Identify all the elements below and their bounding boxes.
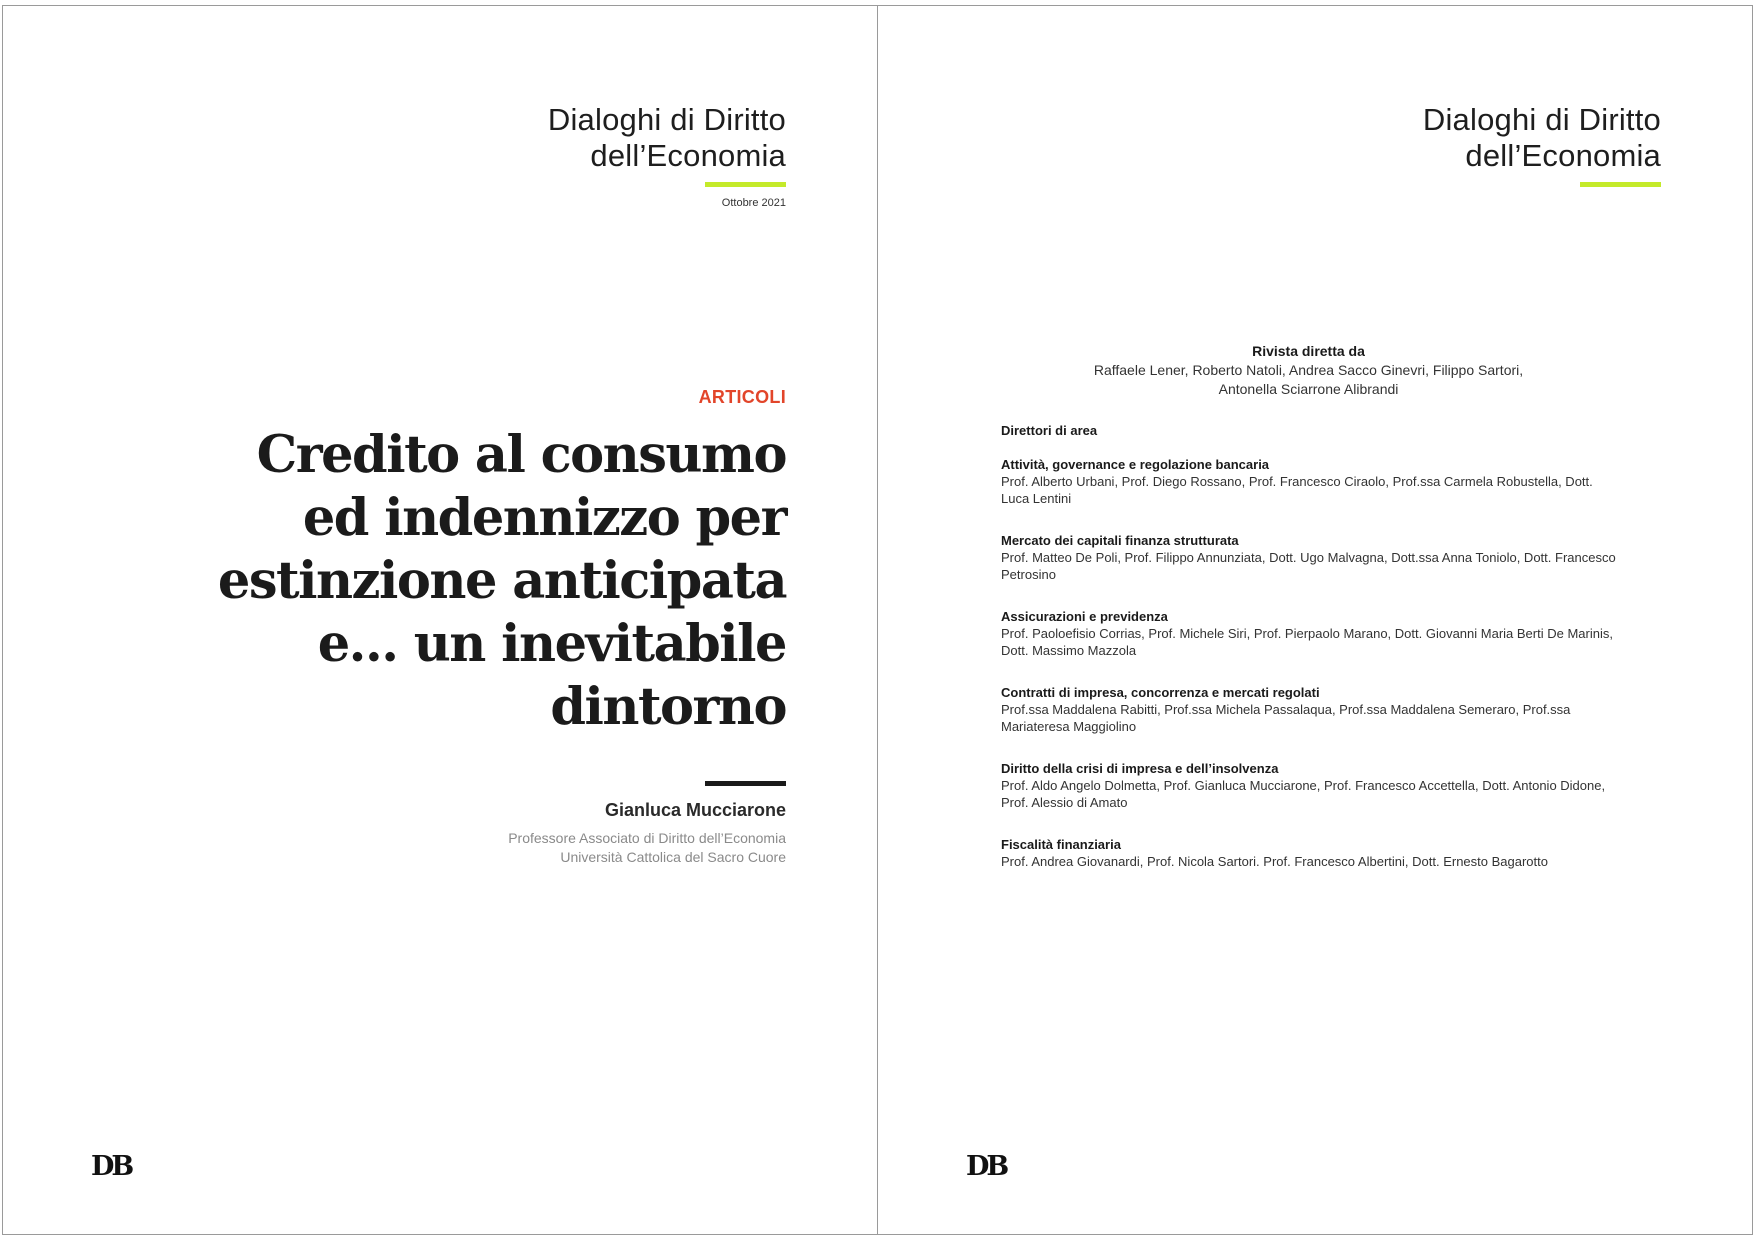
author-affiliation-line1: Professore Associato di Diritto dell’Economia xyxy=(508,830,786,846)
area-members: Prof. Aldo Angelo Dolmetta, Prof. Gianluca Mucciarone, Prof. Francesco Accettella, Dott. Antonio Didone, Prof. Alessio di Amato xyxy=(1001,778,1606,810)
editorial-board xyxy=(1001,342,1616,870)
author-name: Gianluca Mucciarone xyxy=(604,800,786,820)
areas-title: Direttori di area xyxy=(1001,423,1098,438)
journal-title-line2: dell’Economia xyxy=(1465,138,1661,173)
area-members: Prof. Alberto Urbani, Prof. Diego Rossano, Prof. Francesco Ciraolo, Prof.ssa Carmela Robustella, Dott. Luca Lentini xyxy=(1001,474,1593,506)
article-title-line: dintorno xyxy=(550,677,786,737)
area-title: Contratti di impresa, concorrenza e mercati regolati xyxy=(1001,685,1320,700)
area-item xyxy=(1001,532,1616,583)
area-item xyxy=(1001,684,1616,735)
area-title: Diritto della crisi di impresa e dell’insolvenza xyxy=(1001,761,1279,776)
journal-title-line1: Dialoghi di Diritto xyxy=(1422,102,1661,137)
issue-date: Ottobre 2021 xyxy=(721,197,786,209)
area-members: Prof. Paoloefisio Corrias, Prof. Michele Siri, Prof. Pierpaolo Marano, Dott. Giovanni Maria Berti De Marinis, Dott. Massimo Mazzola xyxy=(1001,626,1613,658)
area-members: Prof. Matteo De Poli, Prof. Filippo Annunziata, Dott. Ugo Malvagna, Dott.ssa Anna Toniolo, Dott. Francesco Petrosino xyxy=(1001,550,1616,582)
article-title-line: ed indennizzo per xyxy=(302,488,786,548)
accent-rule xyxy=(1580,182,1661,187)
journal-masthead xyxy=(1423,102,1661,187)
article-title xyxy=(136,424,786,739)
right-page xyxy=(877,5,1753,1235)
accent-rule xyxy=(705,182,786,187)
area-members: Prof. Andrea Giovanardi, Prof. Nicola Sartori. Prof. Francesco Albertini, Dott. Ernesto Bagarotto xyxy=(1001,854,1548,869)
board-directors-line2: Antonella Sciarrone Alibrandi xyxy=(1218,381,1399,397)
board-directors-line1: Raffaele Lener, Roberto Natoli, Andrea Sacco Ginevri, Filippo Sartori, xyxy=(1093,362,1524,378)
area-members: Prof.ssa Maddalena Rabitti, Prof.ssa Michela Passalaqua, Prof.ssa Maddalena Semeraro, Prof.ssa Mariateresa Maggiolino xyxy=(1001,702,1571,734)
area-item xyxy=(1001,456,1616,507)
board-heading-block xyxy=(1001,342,1616,399)
left-page xyxy=(2,5,878,1235)
author-affiliation-line2: Università Cattolica del Sacro Cuore xyxy=(560,849,786,865)
journal-title-line1: Dialoghi di Diritto xyxy=(547,102,786,137)
board-heading: Rivista diretta da xyxy=(1252,343,1365,359)
area-item xyxy=(1001,608,1616,659)
author-block xyxy=(508,781,786,867)
journal-title-line2: dell’Economia xyxy=(590,138,786,173)
article-title-line: e... un inevitabile xyxy=(317,614,786,674)
article-title-line: estinzione anticipata xyxy=(217,551,786,611)
area-item xyxy=(1001,760,1616,811)
area-title: Fiscalità finanziaria xyxy=(1001,837,1121,852)
area-title: Attività, governance e regolazione bancaria xyxy=(1001,457,1270,472)
publisher-logo: DB xyxy=(91,1151,132,1182)
publisher-logo: DB xyxy=(966,1151,1007,1182)
area-item xyxy=(1001,836,1616,870)
article-title-line: Credito al consumo xyxy=(256,425,786,485)
author-rule xyxy=(705,781,786,786)
area-title: Assicurazioni e previdenza xyxy=(1001,609,1168,624)
journal-masthead xyxy=(548,102,786,209)
area-title: Mercato dei capitali finanza strutturata xyxy=(1001,533,1239,548)
section-label: ARTICOLI xyxy=(698,387,786,407)
